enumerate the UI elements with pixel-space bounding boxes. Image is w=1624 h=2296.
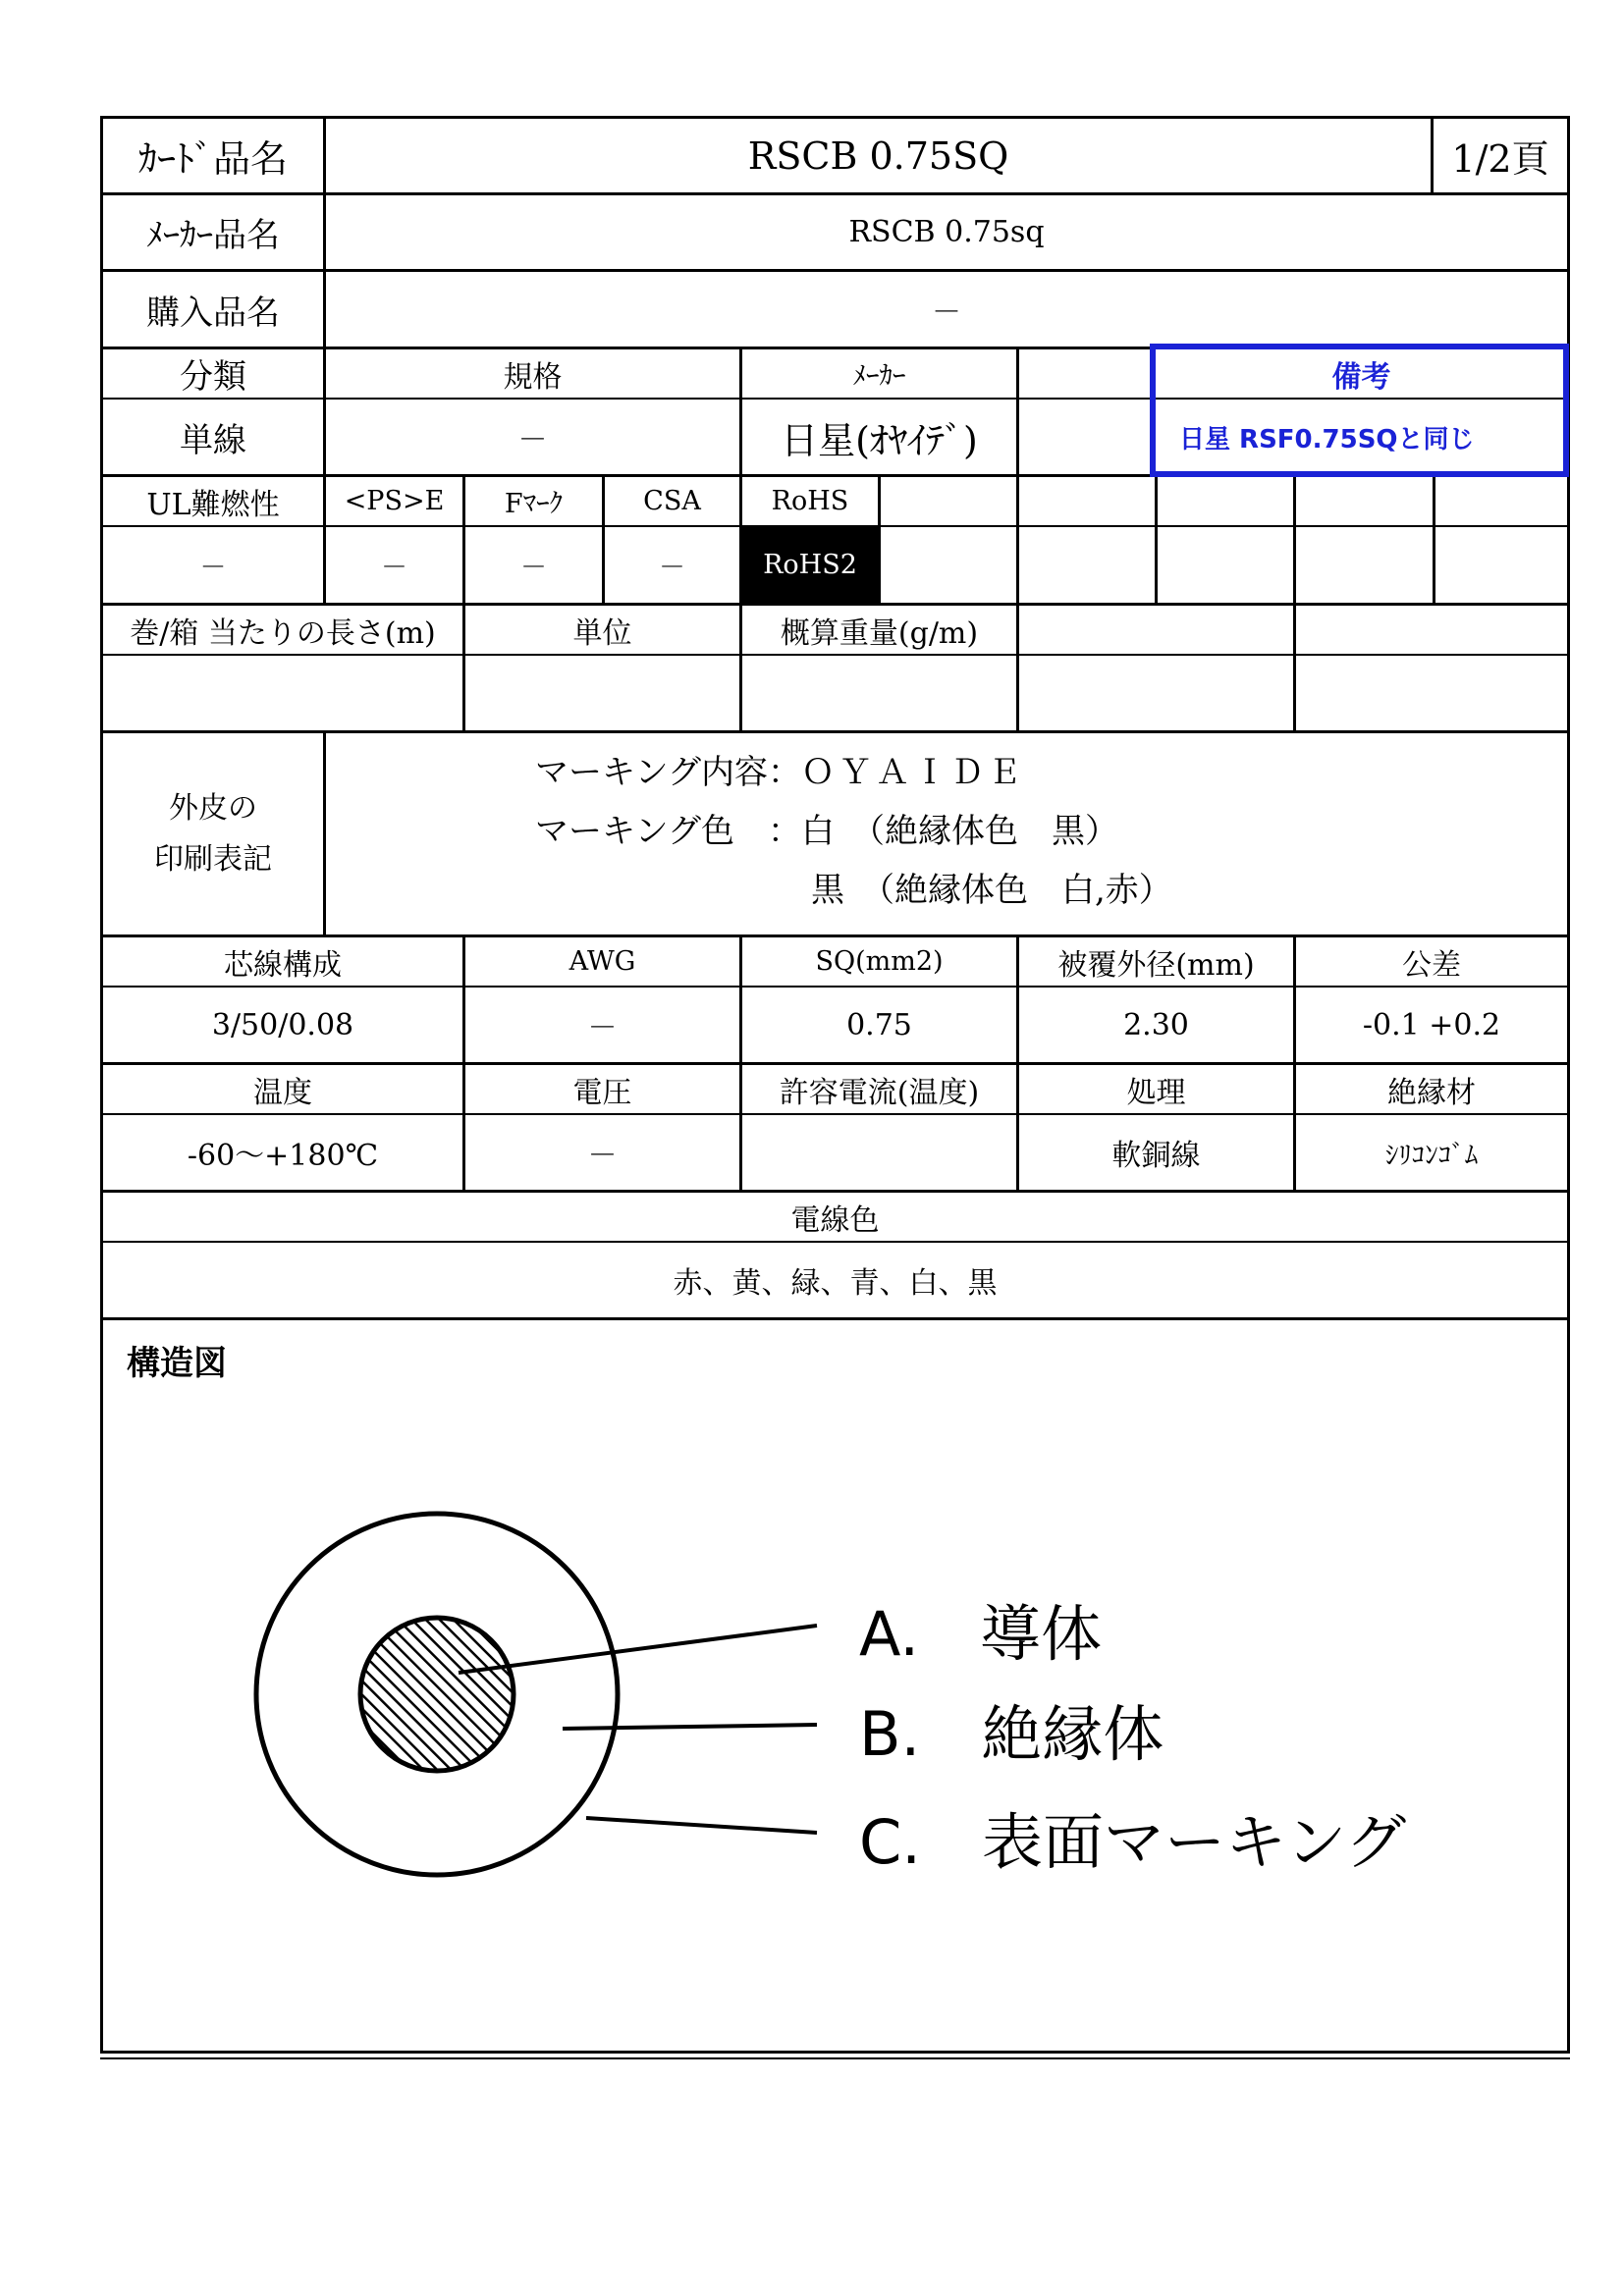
print-label-line2: 印刷表記 xyxy=(154,841,272,877)
page-number: 1/2頁 xyxy=(1451,137,1549,181)
cable-cross-section-diagram xyxy=(103,119,1567,2048)
process-label: 処理 xyxy=(1126,1075,1186,1110)
category-value: 単線 xyxy=(180,420,246,460)
label-b-insulator: B. 絶縁体 xyxy=(859,1698,1164,1770)
ul-value: － xyxy=(199,553,227,583)
voltage-value: － xyxy=(587,1139,618,1173)
length-label: 巻/箱 当たりの長さ(m) xyxy=(130,615,436,651)
core-label: 芯線構成 xyxy=(224,947,342,983)
card-name-value: RSCB 0.75SQ xyxy=(747,133,1009,178)
spec-sheet xyxy=(100,116,1570,2054)
remarks-label: 備考 xyxy=(1331,359,1391,395)
marking-color-value-1: 白 （絶縁体色 黒） xyxy=(800,812,1118,851)
marking-content-sep: ： xyxy=(767,753,801,792)
wire-color-value: 赤、黄、緑、青、白、黒 xyxy=(673,1266,998,1301)
unit-label: 単位 xyxy=(572,615,632,651)
tolerance-label: 公差 xyxy=(1402,947,1461,983)
maker-label: ﾒｰｶｰ xyxy=(852,361,906,392)
insulation-label: 絶縁材 xyxy=(1387,1075,1476,1110)
purchase-name-value: － xyxy=(932,295,961,330)
structure-title: 構造図 xyxy=(127,1344,227,1383)
conductor-circle xyxy=(360,1618,514,1771)
awg-value: － xyxy=(587,1011,618,1045)
ul-label: UL難燃性 xyxy=(146,487,280,522)
awg-label: AWG xyxy=(568,946,636,977)
card-name-label: ｶｰﾄﾞ品名 xyxy=(137,137,288,181)
purchase-name-label: 購入品名 xyxy=(146,293,280,333)
process-value: 軟銅線 xyxy=(1111,1139,1201,1173)
print-label-line1: 外皮の xyxy=(169,790,257,826)
label-c-surface-marking: C. 表面マーキング xyxy=(859,1806,1407,1878)
sq-label: SQ(mm2) xyxy=(815,946,944,977)
standard-label: 規格 xyxy=(503,359,563,395)
label-a-conductor: A. 導体 xyxy=(859,1598,1103,1670)
current-label: 許容電流(温度) xyxy=(779,1075,980,1110)
rohs-label: RoHS xyxy=(771,486,849,516)
marking-content-key: マーキング内容 xyxy=(535,753,768,792)
csa-value: － xyxy=(659,553,685,583)
marking-color-key: マーキング色 xyxy=(535,812,768,851)
marking-color-sep: ： xyxy=(767,812,801,851)
maker-name-label: ﾒｰｶｰ品名 xyxy=(146,216,280,255)
od-label: 被覆外径(mm) xyxy=(1057,947,1255,983)
sq-value: 0.75 xyxy=(846,1007,912,1042)
weight-label: 概算重量(g/m) xyxy=(780,615,979,651)
voltage-label: 電圧 xyxy=(572,1075,632,1110)
core-value: 3/50/0.08 xyxy=(211,1007,354,1042)
marking-color-value-2: 黒 （絶縁体色 白,赤） xyxy=(811,871,1172,910)
fmark-label: Fﾏｰｸ xyxy=(504,489,564,519)
pse-value: － xyxy=(381,553,407,583)
maker-value: 日星(ｵﾔｲﾃﾞ) xyxy=(781,418,978,462)
leader-c xyxy=(586,1818,817,1833)
category-label: 分類 xyxy=(180,357,246,397)
marking-content-value: ＯＹＡＩＤＥ xyxy=(800,753,1025,792)
standard-value: － xyxy=(517,423,548,457)
rohs-value: RoHS2 xyxy=(742,527,878,603)
csa-label: CSA xyxy=(643,486,701,516)
wire-color-label: 電線色 xyxy=(790,1202,880,1238)
temp-label: 温度 xyxy=(253,1075,312,1110)
insulation-value: ｼﾘｺﾝｺﾞﾑ xyxy=(1384,1140,1479,1171)
tolerance-value: -0.1 +0.2 xyxy=(1362,1007,1501,1042)
temp-value: -60～+180℃ xyxy=(187,1139,379,1173)
maker-name-value: RSCB 0.75sq xyxy=(848,215,1045,249)
fmark-value: － xyxy=(520,553,547,583)
remarks-value: 日星 RSF0.75SQと同じ xyxy=(1179,424,1475,454)
od-value: 2.30 xyxy=(1123,1007,1189,1042)
pse-label: <PS>E xyxy=(344,486,445,516)
